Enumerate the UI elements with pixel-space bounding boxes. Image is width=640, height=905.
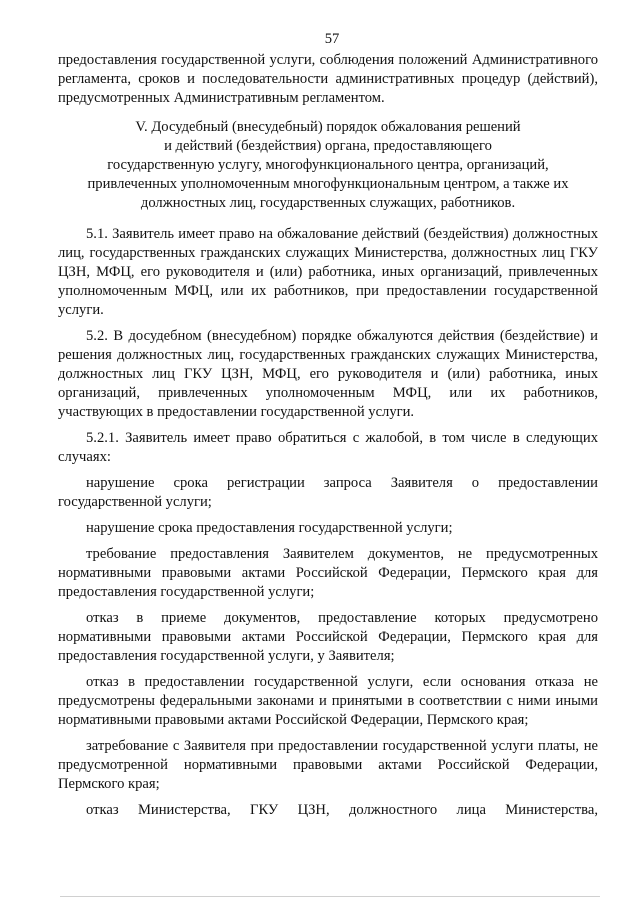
section-heading-line: V. Досудебный (внесудебный) порядок обжалования решений [135,119,521,135]
paragraph-5-2-1: 5.2.1. Заявитель имеет право обратиться с жалобой, в том числе в следующих случаях: [58,430,598,465]
section-heading-line: привлеченных уполномоченным многофункциональным центром, а также их [87,176,569,192]
intro-paragraph: предоставления государственной услуги, соблюдения положений Административного регламента, сроков и последовательности административных процедур (действий), предусмотренных Административным регламентом. [58,52,598,106]
case-item: отказ в приеме документов, предоставление которых предусмотрено нормативными правовыми актами Российской Федерации, Пермского края для предоставления государственной услуги, у Заявителя; [58,610,598,664]
section-heading-line: и действий (бездействия) органа, предоставляющего [164,138,492,154]
paragraph-5-1: 5.1. Заявитель имеет право на обжалование действий (бездействия) должностных лиц, государственных гражданских служащих Министерства, должностных лиц ГКУ ЦЗН, МФЦ, его руководителя и (или) работника, иных организаций, привлеченных уполномоченным МФЦ, или их работников, при предоставлении государственной услуги. [58,226,598,318]
section-heading [58,118,598,213]
case-item: требование предоставления Заявителем документов, не предусмотренных нормативными правовыми актами Российской Федерации, Пермского края для предоставления государственной услуги; [58,546,598,600]
case-item: нарушение срока регистрации запроса Заявителя о предоставлении государственной услуги; [58,475,598,510]
page-number: 57 [324,31,340,47]
case-item: отказ Министерства, ГКУ ЦЗН, должностного лица Министерства, [86,802,598,818]
scan-edge-line [60,896,600,897]
case-item: отказ в предоставлении государственной услуги, если основания отказа не предусмотрены федеральными законами и принятыми в соответствии с ними иными нормативными правовыми актами Российской Федерации, Пермского края; [58,674,598,728]
case-item: нарушение срока предоставления государственной услуги; [86,520,453,536]
section-heading-line: должностных лиц, государственных служащих, работников. [140,195,516,211]
case-item: затребование с Заявителя при предоставлении государственной услуги платы, не предусмотренной нормативными правовыми актами Российской Федерации, Пермского края; [58,738,598,792]
paragraph-5-2: 5.2. В досудебном (внесудебном) порядке обжалуются действия (бездействие) и решения должностных лиц, государственных гражданских служащих Министерства, должностных лиц ГКУ ЦЗН, МФЦ, его руководителя и (или) работника, иных организаций, привлеченных уполномоченным МФЦ, или их работников, участвующих в предоставлении государственной услуги. [58,328,598,420]
section-heading-line: государственную услугу, многофункционального центра, организаций, [107,157,549,173]
